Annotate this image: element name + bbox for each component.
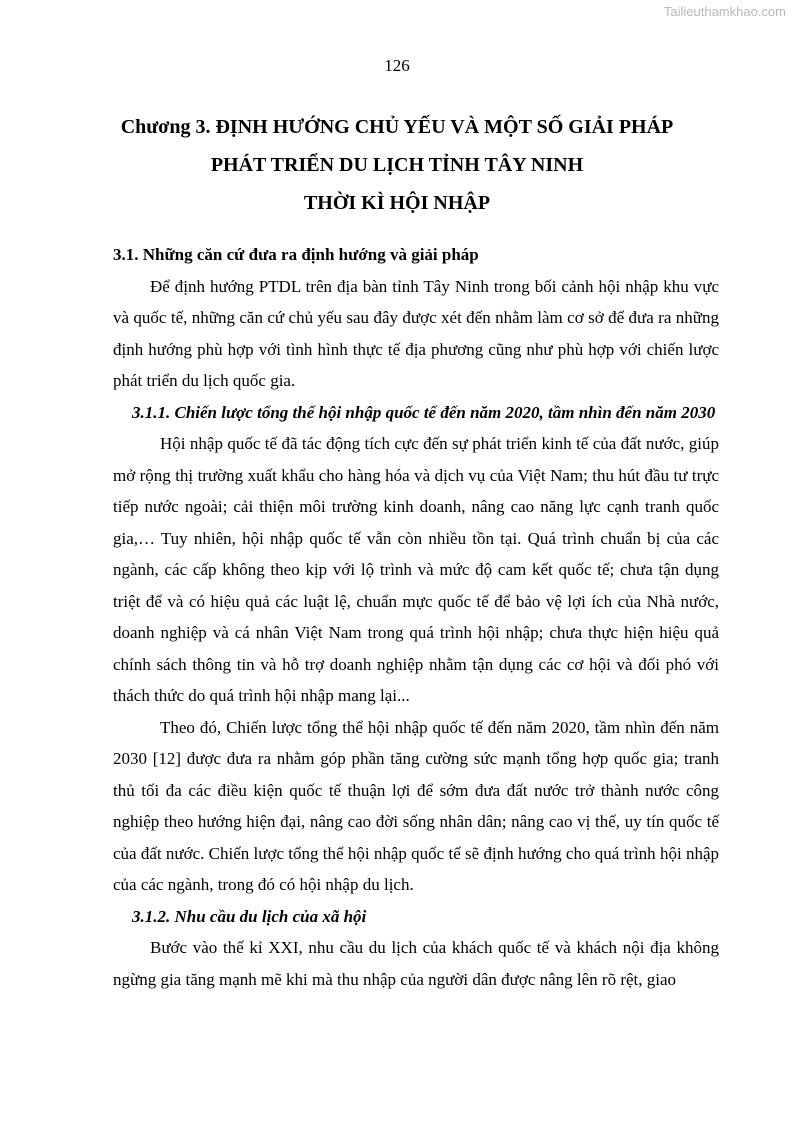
watermark: Tailieuthamkhao.com [663, 4, 786, 19]
chapter-title-line-1: Chương 3. ĐỊNH HƯỚNG CHỦ YẾU VÀ MỘT SỐ GIẢI PHÁP [120, 116, 674, 138]
paragraph-3-1-2-first: Bước vào thế kỉ XXI, nhu cầu du lịch của khách quốc tế và khách nội địa không ngừng gia tăng mạnh mẽ khi mà thu nhập của người dân được nâng lên rõ rệt, giao [113, 938, 719, 989]
chapter-title [60, 108, 734, 222]
section-heading-3-1-1: 3.1.1. Chiến lược tổng thể hội nhập quốc tế đến năm 2020, tầm nhìn đến năm 2030 [132, 402, 716, 422]
chapter-title-line-3: THỜI KÌ HỘI NHẬP [303, 192, 491, 214]
section-heading-3-1: 3.1. Những căn cứ đưa ra định hướng và giải pháp [113, 245, 479, 264]
paragraph-3-1-intro: Để định hướng PTDL trên địa bàn tỉnh Tây Ninh trong bối cảnh hội nhập khu vực và quốc tế, những căn cứ chủ yếu sau đây được xét đến nhằm làm cơ sở để đưa ra những định hướng phù hợp với tình hình thực tế địa phương cũng như phù hợp với chiến lược phát triển du lịch quốc gia. [113, 276, 719, 390]
chapter-title-line-2: PHÁT TRIỂN DU LỊCH TỈNH TÂY NINH [210, 154, 584, 176]
paragraph-3-1-1-second: Theo đó, Chiến lược tổng thể hội nhập quốc tế đến năm 2020, tầm nhìn đến năm 2030 [12] được đưa ra nhằm góp phần tăng cường sức mạnh tổng hợp quốc gia; tranh thủ tối đa các điều kiện quốc tế thuận lợi để sớm đưa đất nước trở thành nước công nghiệp theo hướng hiện đại, nâng cao đời sống nhân dân; nâng cao vị thế, uy tín quốc tế của đất nước. Chiến lược tổng thể hội nhập quốc tế sẽ định hướng cho quá trình hội nhập của các ngành, trong đó có hội nhập du lịch. [113, 717, 719, 894]
paragraph-3-1-1-first: Hội nhập quốc tế đã tác động tích cực đến sự phát triển kinh tế của đất nước, giúp mở rộng thị trường xuất khẩu cho hàng hóa và dịch vụ của Việt Nam; thu hút đầu tư trực tiếp nước ngoài; cải thiện môi trường kinh doanh, nâng cao năng lực cạnh tranh quốc gia,… Tuy nhiên, hội nhập quốc tế vẫn còn nhiều tồn tại. Quá trình chuẩn bị của các ngành, các cấp không theo kịp với lộ trình và mức độ cam kết quốc tế; chưa tận dụng triệt để và có hiệu quả các luật lệ, chuẩn mực quốc tế để bảo vệ lợi ích của Nhà nước, doanh nghiệp và cá nhân Việt Nam trong quá trình hội nhập; chưa thực hiện hiệu quả chính sách thông tin và hỗ trợ doanh nghiệp nhằm tận dụng các cơ hội và đối phó với thách thức do quá trình hội nhập mang lại... [113, 434, 719, 705]
page-body [113, 239, 719, 995]
page-number: 126 [384, 56, 410, 75]
section-heading-3-1-2: 3.1.2. Nhu cầu du lịch của xã hội [132, 906, 367, 926]
